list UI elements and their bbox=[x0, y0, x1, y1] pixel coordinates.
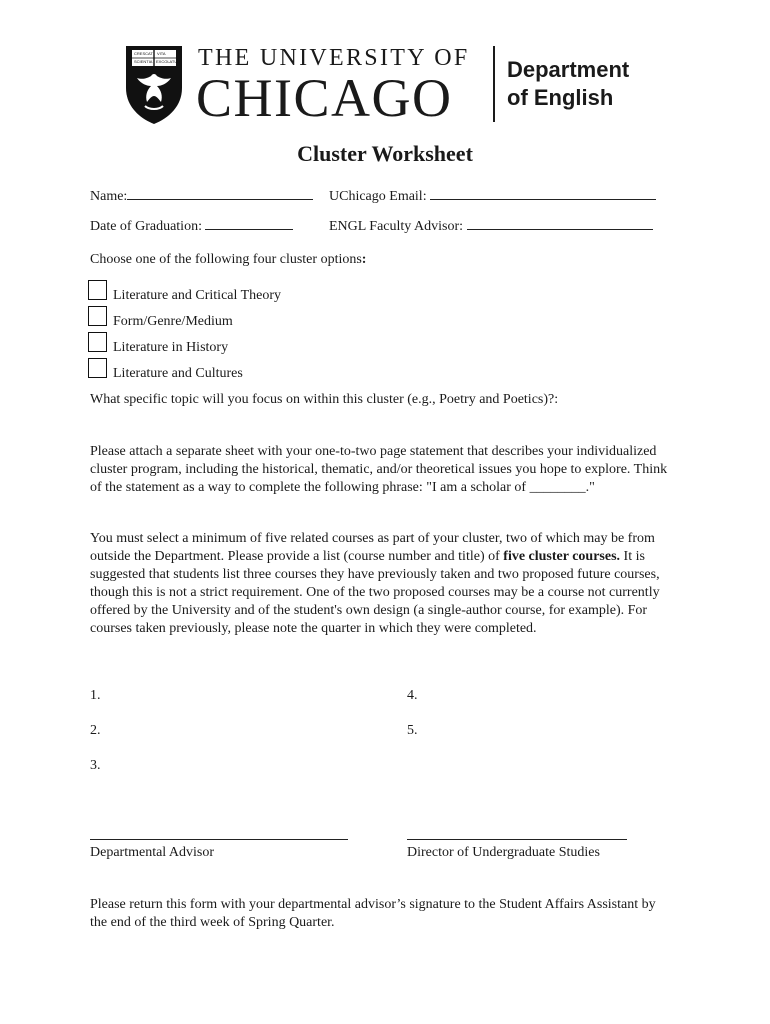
courses-paragraph-part1: You must select a minimum of five related courses as part of your cluster, two of which may be from outside the Department. Please provide a list (course number and title) of bbox=[90, 531, 655, 564]
name-field bbox=[90, 186, 313, 206]
seal-words bbox=[133, 51, 181, 66]
choose-prompt-text: Choose one of the following four cluster options bbox=[90, 252, 362, 267]
seal-word-2: SCIENTIA bbox=[134, 59, 153, 64]
name-input-line[interactable] bbox=[127, 186, 313, 200]
email-input-line[interactable] bbox=[430, 186, 656, 200]
university-name-line1: THE UNIVERSITY OF bbox=[198, 45, 470, 71]
checkbox-literature-and-cultures[interactable] bbox=[88, 358, 107, 378]
advisor-label: ENGL Faculty Advisor: bbox=[329, 219, 464, 234]
course-number-2: 2. bbox=[90, 723, 101, 738]
checkbox-literature-in-history[interactable] bbox=[88, 332, 107, 352]
advisor-input-line[interactable] bbox=[467, 216, 653, 230]
course-number-1: 1. bbox=[90, 688, 101, 703]
graduation-field bbox=[90, 216, 293, 236]
advisor-signature-line[interactable] bbox=[90, 839, 348, 840]
choose-prompt bbox=[90, 251, 366, 269]
course-number-3: 3. bbox=[90, 758, 101, 773]
email-label: UChicago Email: bbox=[329, 189, 427, 204]
seal-word-3: VITA bbox=[157, 51, 166, 56]
checkbox-literature-critical-theory[interactable] bbox=[88, 280, 107, 300]
name-label: Name: bbox=[90, 189, 128, 204]
courses-paragraph bbox=[90, 530, 682, 638]
advisor-field bbox=[329, 216, 653, 236]
course-number-5: 5. bbox=[407, 723, 418, 738]
director-signature-label: Director of Undergraduate Studies bbox=[407, 845, 600, 860]
courses-paragraph-part2: It is suggested that students list three courses they have previously taken and two proposed future courses, though this is not a strict requirement. One of the two proposed courses may be a course not currently offered by the University and of the student's own design (a single-author course, for example). For courses taken previously, please note the quarter in which they were completed. bbox=[90, 549, 660, 636]
statement-paragraph: Please attach a separate sheet with your one-to-two page statement that describes your individualized cluster program, including the historical, thematic, and/or theoretical issues you hope to explore. Think of the statement as a way to complete the following phrase: "I am a scholar of ________." bbox=[90, 444, 668, 495]
courses-paragraph-bold: five cluster courses. bbox=[503, 549, 621, 564]
page-title: Cluster Worksheet bbox=[297, 141, 473, 166]
graduation-label: Date of Graduation: bbox=[90, 219, 202, 234]
seal-word-4: EXCOLATUR bbox=[156, 59, 181, 64]
checkbox-form-genre-medium[interactable] bbox=[88, 306, 107, 326]
logo-divider bbox=[493, 46, 495, 122]
advisor-signature-label: Departmental Advisor bbox=[90, 845, 215, 860]
seal-word-1: CRESCAT bbox=[134, 51, 153, 56]
option-form-genre-medium: Form/Genre/Medium bbox=[113, 314, 233, 329]
option-literature-in-history: Literature in History bbox=[113, 340, 229, 355]
footer-note: Please return this form with your departmental advisor’s signature to the Student Affairs Assistant by the end of the third week of Spring Quarter. bbox=[90, 897, 656, 930]
director-signature-line[interactable] bbox=[407, 839, 627, 840]
choose-prompt-colon: : bbox=[361, 252, 367, 267]
topic-question: What specific topic will you focus on within this cluster (e.g., Poetry and Poetics)?: bbox=[90, 392, 559, 407]
graduation-input-line[interactable] bbox=[205, 216, 293, 230]
email-field bbox=[329, 186, 656, 206]
option-literature-and-cultures: Literature and Cultures bbox=[113, 366, 243, 381]
option-literature-critical-theory: Literature and Critical Theory bbox=[113, 288, 282, 303]
department-name-line2: of English bbox=[507, 85, 614, 110]
department-name-line1: Department bbox=[507, 57, 630, 82]
university-name-line2: CHICAGO bbox=[196, 68, 453, 128]
course-number-4: 4. bbox=[407, 688, 418, 703]
university-logo bbox=[123, 44, 483, 126]
